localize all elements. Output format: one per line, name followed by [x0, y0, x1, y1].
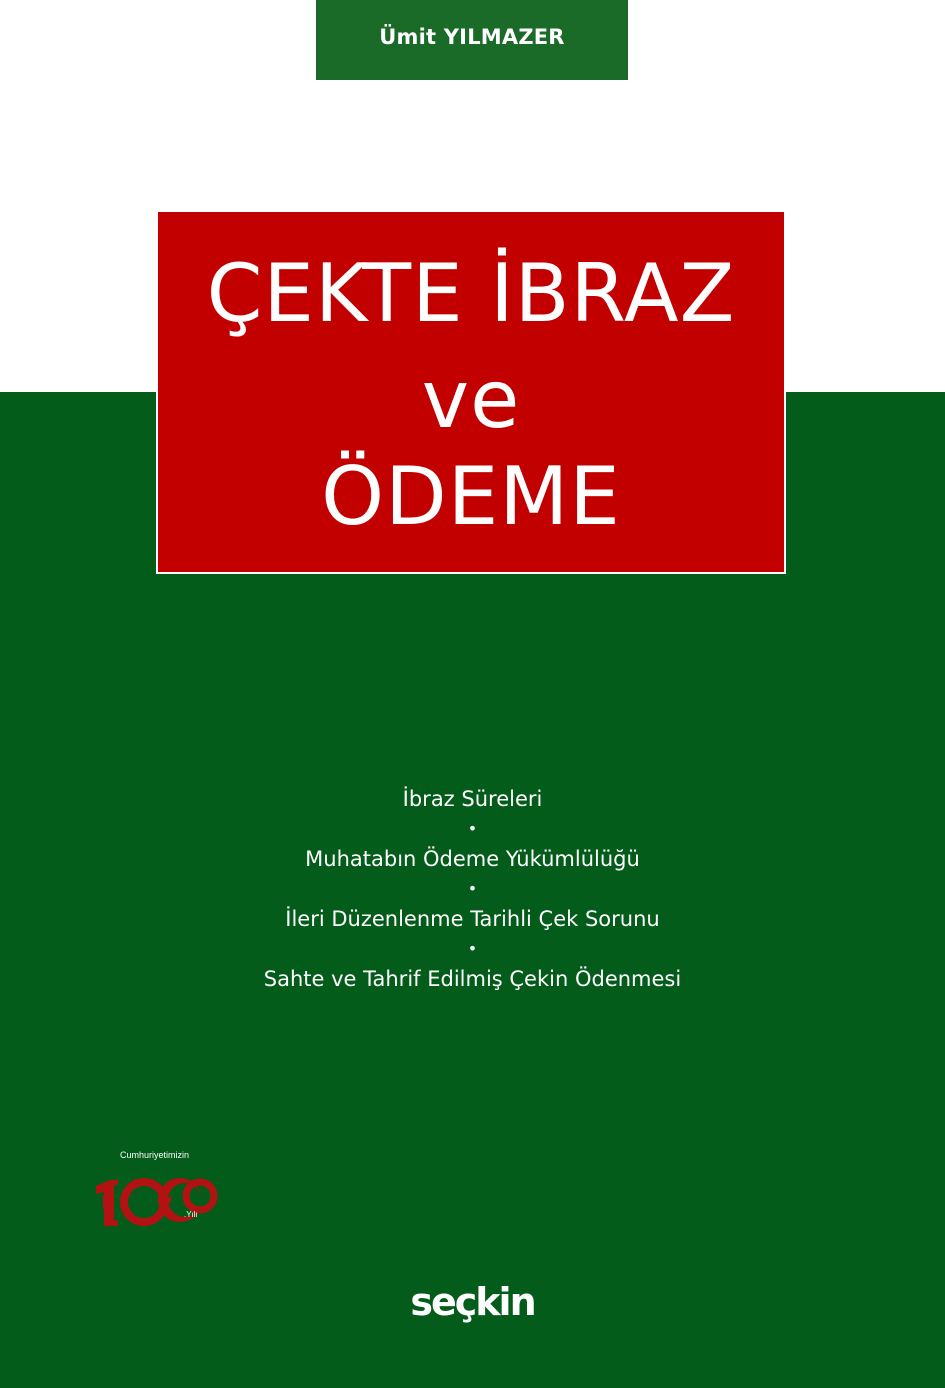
bullet-separator: • — [467, 939, 478, 958]
title-box — [156, 210, 786, 574]
title-line-2: ve — [421, 353, 521, 446]
title-line-3: ÖDEME — [321, 450, 621, 543]
badge-100-logo-icon — [92, 1160, 222, 1230]
topic-item: İleri Düzenlenme Tarihli Çek Sorunu — [285, 907, 660, 931]
badge-bottom-text: .Yılı — [184, 1210, 198, 1219]
bullet-separator: • — [467, 879, 478, 898]
publisher-logo: seçkin — [410, 1280, 535, 1324]
author-name: Ümit YILMAZER — [379, 25, 565, 49]
author-banner — [316, 0, 628, 80]
topics-list — [0, 784, 945, 994]
topic-item: Sahte ve Tahrif Edilmiş Çekin Ödenmesi — [263, 967, 682, 991]
bullet-separator: • — [467, 819, 478, 838]
topic-item: Muhatabın Ödeme Yükümlülüğü — [305, 847, 640, 871]
republic-100-badge — [92, 1150, 222, 1230]
topic-item: İbraz Süreleri — [402, 787, 543, 811]
badge-top-text: Cumhuriyetimizin — [120, 1150, 190, 1160]
title-line-1: ÇEKTE İBRAZ — [206, 247, 736, 340]
